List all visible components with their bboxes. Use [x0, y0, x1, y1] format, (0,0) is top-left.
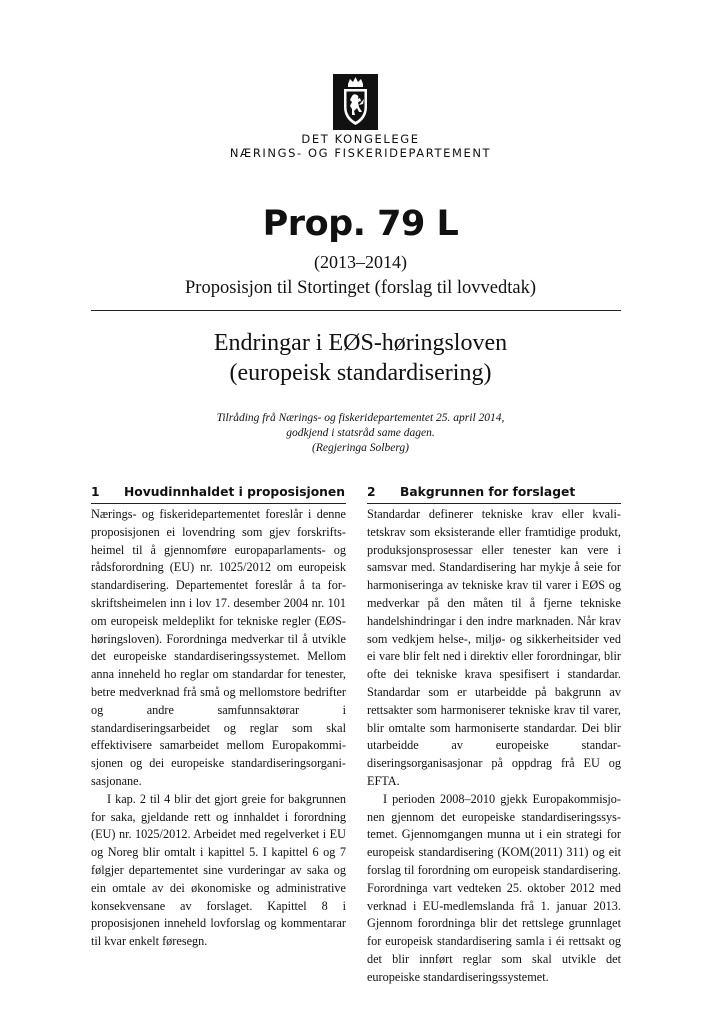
section-heading-2 [367, 485, 621, 499]
department-name-line1: DET KONGELEGE [301, 132, 420, 146]
section-rule [367, 503, 621, 504]
paragraph: I perioden 2008–2010 gjekk Europakommisjonen gjennom det europeiske standardiseringssystemet. Gjennomgangen munna ut i ein strategi for europeisk standardisering (KOM(2011) 311) og eit forslag til forordning om europeisk standardisering. Forordninga vart vedteken 25. oktober 2012 med verknad i EU-medlemslanda frå 1. januar 2013. Gjennom forordninga blir det rettslege grunnlaget for europeisk standardisering samla i éi rettsakt og det blir innført reglar som skal utvikle det europeiske standardiseringssystemet. [367, 791, 621, 984]
section-title: Hovudinnhaldet i proposisjonen [124, 485, 346, 499]
section-number: 1 [91, 485, 100, 499]
section-number: 2 [367, 485, 376, 499]
divider [91, 310, 621, 311]
proposition-number: Prop. 79 L [262, 204, 459, 244]
document-title-line2: (europeisk standardisering) [229, 360, 492, 386]
section-body-2 [367, 506, 621, 987]
section-body-1 [91, 506, 346, 951]
section-title: Bakgrunnen for forslaget [400, 485, 576, 499]
paragraph: I kap. 2 til 4 blir det gjort greie for bakgrunnen for saka, gjeldande rett og innhaldet i forordning (EU) nr. 1025/2012. Arbeidet med regelverket i EU og Noreg blir omtalt i kapittel 5. I kapittel 6 og 7 følgjer departementet sine vurderingar av saka og ein omtale av dei økonomiske og administrative konsekvensane av forslaget. Kapittel 8 i proposisjonen inneheld lovforslag og kommentarar til kvar enkelt føresegn. [91, 791, 346, 949]
department-name-line2: NÆRINGS- OG FISKERIDEPARTEMENT [229, 146, 492, 160]
section-heading-1 [91, 485, 356, 499]
paragraph: Nærings- og fiskeridepartementet foreslår i denne proposisjonen ei lovendring som gjev forskriftsheimel til å gjennomføre europaparlaments- og rådsforordning (EU) nr. 1025/2012 om europeisk standardisering. Departementet foreslår å ta forskriftsheimelen inn i lov 17. desember 2004 nr. 101 om europeisk meldeplikt for tekniske regler (EØS-høringsloven). Forordninga medverkar til å utvikle det europeiske standardiseringssystemet. Mellom anna inneheld ho reglar om standardar for tenester, betre medverknad frå små og mellomstore bedrifter og andre samfunnsaktørar i standardiseringsarbeidet og reglar som skal effektivisere samarbeidet mellom Europakommisjonen og dei europeiske standardiseringsorganisasjonane. [91, 507, 346, 788]
coat-of-arms-icon [333, 74, 378, 130]
paragraph: Standardar definerer tekniske krav eller kvalitetskrav som eksisterande eller framtidige produkt, produksjonsprosessar eller tenester kan vere i samsvar med. Standardisering har mykje å seie for harmoniseringa av tekniske krav til varer i EØS og medverkar på den måten til å fjerne tekniske handelshindringar i den indre marknaden. Når krav som vedkjem helse-, miljø- og sikkerheitsider ved ei vare blir felt ned i direktiv eller forordningar, blir ofte dei tekniske krava spesifisert i standardar. Standardar som er utarbeidde på bakgrunn av rettsakter som harmoniserer tekniske krav til varer, blir omtalte som harmoniserte standardar. Dei blir utarbeidde av europeiske standardiseringsorganisasjonar på oppdrag frå EU og EFTA. [367, 507, 621, 788]
recommendation-line3: (Regjeringa Solberg) [312, 442, 409, 454]
document-title-line1: Endringar i EØS-høringsloven [213, 330, 508, 356]
section-rule [91, 503, 346, 504]
recommendation-line1: Tilråding frå Nærings- og fiskeridepartementet 25. april 2014, [216, 412, 505, 424]
session-years: (2013–2014) [314, 252, 407, 272]
recommendation-line2: godkjend i statsråd same dagen. [286, 427, 435, 439]
proposition-type: Proposisjon til Stortinget (forslag til lovvedtak) [185, 278, 536, 298]
